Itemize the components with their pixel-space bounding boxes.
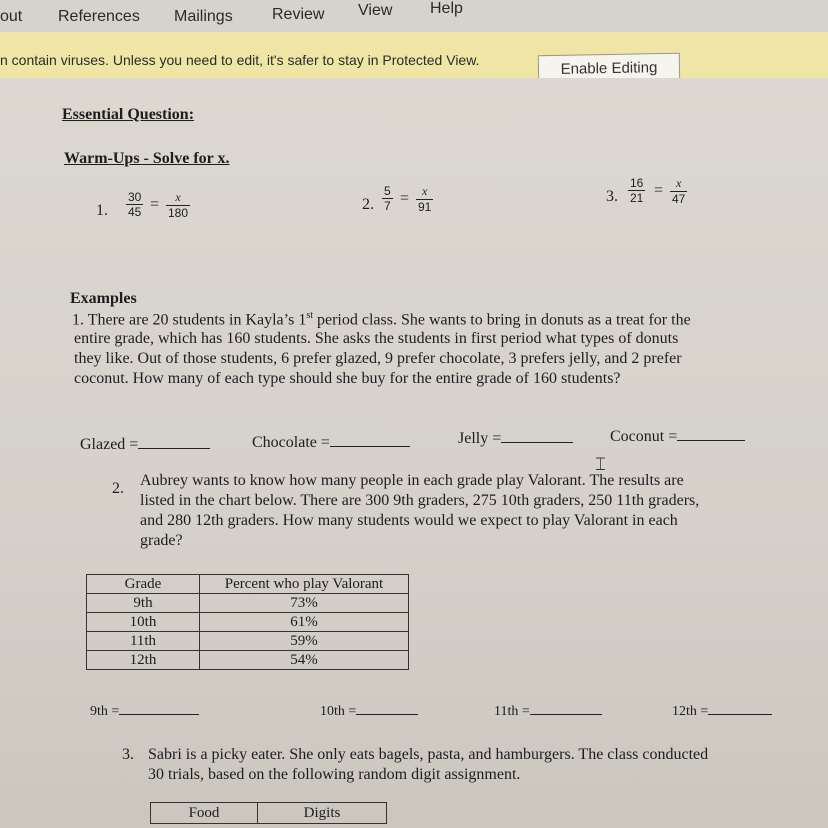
example-2-line-1: Aubrey wants to know how many people in each grade play Valorant. The results are xyxy=(140,472,684,489)
example-2-number: 2. xyxy=(112,480,124,497)
example-2-line-4: grade? xyxy=(140,532,183,549)
warmup-1-number: 1. xyxy=(96,202,108,219)
valorant-table xyxy=(86,574,409,670)
example-3-number: 3. xyxy=(122,746,134,763)
example-3-line-1: Sabri is a picky eater. She only eats bagels, pasta, and hamburgers. The class conducted xyxy=(148,746,709,763)
warmup-2-number: 2. xyxy=(362,196,374,213)
table-row: 9th 73% xyxy=(87,594,409,613)
text-cursor-icon: ⌶ xyxy=(595,454,606,474)
answer-chocolate: Chocolate = xyxy=(252,434,410,452)
tab-help[interactable]: Help xyxy=(430,0,463,17)
warmups-heading: Warm-Ups - Solve for x. xyxy=(64,150,230,167)
tab-view[interactable]: View xyxy=(358,2,393,19)
answer-10th: 10th = xyxy=(320,704,418,720)
answer-12th: 12th = xyxy=(672,704,772,720)
document-page xyxy=(0,78,828,828)
table-header-percent: Percent who play Valorant xyxy=(200,575,409,594)
essential-question-heading: Essential Question: xyxy=(62,106,195,123)
warmup-3-number: 3. xyxy=(606,188,618,205)
examples-heading: Examples xyxy=(70,290,137,307)
warmup-1-equals: = xyxy=(150,196,160,213)
tab-review[interactable]: Review xyxy=(272,6,325,23)
table-row: 11th 59% xyxy=(87,632,409,651)
protected-view-message: n contain viruses. Unless you need to edit, it's safer to stay in Protected View. xyxy=(0,52,480,68)
table-header-row xyxy=(151,803,387,824)
example-1-line-2: entire grade, which has 160 students. She asks the students in first period what types of donuts xyxy=(74,330,679,347)
food-digits-table xyxy=(150,802,387,824)
answer-jelly: Jelly = xyxy=(458,430,573,448)
warmup-1-fraction-right: $\frac{x}{180}$ xyxy=(168,190,189,220)
warmup-1-fraction-left: $\frac{30}{45}$ xyxy=(128,190,142,219)
warmup-3-equals: = xyxy=(654,182,664,199)
warmup-2-equals: = xyxy=(400,190,410,207)
table-header-row xyxy=(87,575,409,594)
example-2-line-2: listed in the chart below. There are 300 9th graders, 275 10th graders, 250 11th graders, xyxy=(140,492,700,509)
table-header-food: Food xyxy=(151,803,258,824)
enable-editing-button[interactable]: Enable Editing xyxy=(538,53,681,85)
table-header-digits: Digits xyxy=(258,803,387,824)
warmup-2-fraction-left: $\frac{5}{7}$ xyxy=(384,184,391,213)
example-2-line-3: and 280 12th graders. How many students would we expect to play Valorant in each xyxy=(140,512,678,529)
warmup-3-fraction-left: $\frac{16}{21}$ xyxy=(630,176,644,205)
protected-view-bar xyxy=(0,32,828,79)
table-row: 12th 54% xyxy=(87,651,409,670)
tab-mailings[interactable]: Mailings xyxy=(174,8,233,25)
ribbon-tab-bar xyxy=(0,0,828,33)
tab-layout[interactable]: out xyxy=(0,8,23,25)
warmup-3-fraction-right: $\frac{x}{47}$ xyxy=(672,176,686,206)
example-1-line-3: they like. Out of those students, 6 prefer glazed, 9 prefer chocolate, 3 prefers jelly, and 2 prefer xyxy=(74,350,682,367)
answer-glazed: Glazed = xyxy=(80,436,210,454)
tab-references[interactable]: References xyxy=(58,8,140,25)
answer-11th: 11th = xyxy=(494,704,602,720)
answer-coconut: Coconut = xyxy=(610,428,745,446)
table-header-grade: Grade xyxy=(87,575,200,594)
example-1-line-1: 1. There are 20 students in Kayla’s 1st period class. She wants to bring in donuts as a treat for the xyxy=(72,310,691,329)
example-3-line-2: 30 trials, based on the following random digit assignment. xyxy=(148,766,521,783)
table-row: 10th 61% xyxy=(87,613,409,632)
example-1-line-4: coconut. How many of each type should she buy for the entire grade of 160 students? xyxy=(74,370,621,387)
warmup-2-fraction-right: $\frac{x}{91}$ xyxy=(418,184,432,214)
answer-9th: 9th = xyxy=(90,704,199,720)
